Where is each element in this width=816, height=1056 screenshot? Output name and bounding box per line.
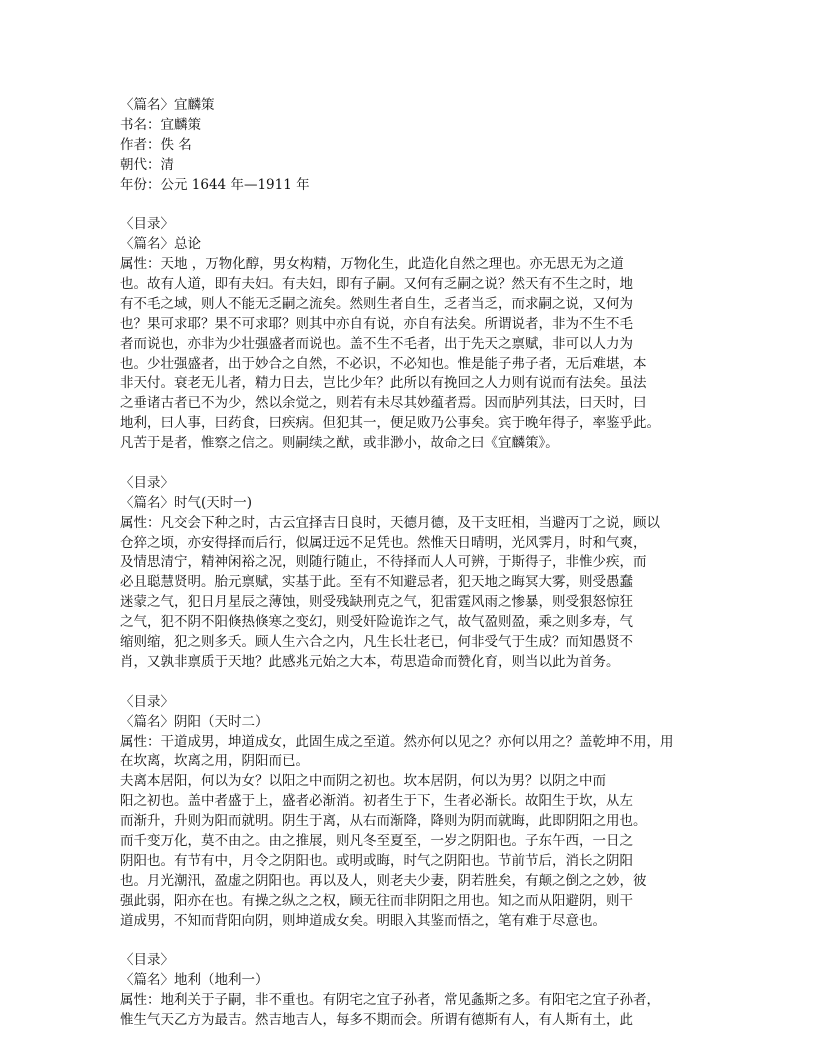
section-land-benefit bbox=[120, 951, 700, 1031]
body-line: 缩则缩，犯之则多夭。顾人生六合之内，凡生长壮老已，何非受气于生成？而知愚贤不 bbox=[120, 634, 633, 651]
header-dynasty: 朝代：清 bbox=[120, 156, 174, 173]
body-line: 迷蒙之气，犯日月星辰之薄蚀，则受残缺刑克之气，犯雷霆风雨之惨暴，则受狠怒惊狂 bbox=[120, 594, 633, 611]
header-title-line: 〈篇名〉宜麟策 bbox=[120, 97, 215, 113]
body-line: 属性：天地 ，万物化醇，男女构精，万物化生，此造化自然之理也。亦无思无为之道 bbox=[120, 256, 624, 273]
section-gap bbox=[120, 454, 700, 474]
body-line: 强此弱，阳亦在也。有操之纵之之权，顾无往而非阴阳之用也。知之而从阳避阴，则干 bbox=[120, 892, 633, 909]
body-line: 属性：干道成男，坤道成女，此固生成之至道。然亦何以见之？亦何以用之？盖乾坤不用，用 bbox=[120, 733, 674, 750]
header-author: 作者：佚 名 bbox=[120, 136, 192, 153]
body-line: 属性：地利关于子嗣，非不重也。有阴宅之宜子孙者，常见螽斯之多。有阳宅之宜子孙者， bbox=[120, 992, 660, 1009]
body-line: 仓猝之顷，亦安得择而后行，似属迂远不足凭也。然惟天日晴明，光风霁月，时和气爽， bbox=[120, 534, 647, 551]
body-line: 夫离本居阳，何以为女？以阳之中而阴之初也。坎本居阴，何以为男？以阴之中而 bbox=[120, 773, 606, 790]
toc-label: 〈目录〉 bbox=[120, 474, 174, 491]
section-title: 〈篇名〉总论 bbox=[120, 236, 201, 253]
body-line: 也？果可求耶？果不可求耶？则其中亦自有说，亦自有法矣。所谓说者，非为不生不毛 bbox=[120, 315, 633, 332]
body-line: 也。少壮强盛者，出于妙合之自然，不必识，不必知也。惟是能子弗子者，无后难堪，本 bbox=[120, 355, 647, 372]
section-yin-yang bbox=[120, 693, 700, 932]
section-title: 〈篇名〉阴阳（天时二） bbox=[120, 713, 269, 730]
toc-label: 〈目录〉 bbox=[120, 693, 174, 710]
body-line: 惟生气天乙方为最吉。然吉地吉人，每多不期而会。所谓有德斯有人，有人斯有土，此 bbox=[120, 1011, 633, 1028]
section-gap bbox=[120, 673, 700, 693]
body-line: 属性：凡交会下种之时，古云宜择吉日良时，天德月德，及干支旺相，当避丙丁之说，顾以 bbox=[120, 514, 660, 531]
body-line: 非天付。衰老无儿者，精力日去，岂比少年？此所以有挽回之人力则有说而有法矣。虽法 bbox=[120, 375, 647, 392]
body-line: 凡苦于是者，惟察之信之。则嗣续之猷，或非渺小，故命之曰《宜麟策》。 bbox=[120, 435, 559, 452]
section-title: 〈篇名〉时气(天时一) bbox=[120, 494, 253, 511]
body-line: 之垂诸古者已不为少，然以余觉之，则若有未尽其妙蕴者焉。因而胪列其法，曰天时，曰 bbox=[120, 395, 647, 412]
section-gap bbox=[120, 931, 700, 951]
body-line: 阳之初也。盖中者盛于上，盛者必渐消。初者生于下，生者必渐长。故阳生于坎，从左 bbox=[120, 793, 633, 810]
body-line: 地利，曰人事，曰药食，曰疾病。但犯其一，便足败乃公事矣。宾于晚年得子，率鉴乎此。 bbox=[120, 415, 660, 432]
body-line: 阴阳也。有节有中，月令之阴阳也。或明或晦，时气之阴阳也。节前节后，消长之阴阳 bbox=[120, 852, 633, 869]
body-line: 道成男，不知而背阳向阴，则坤道成女矣。明眼入其鉴而悟之，笔有难于尽意也。 bbox=[120, 912, 606, 929]
section-title: 〈篇名〉地利（地利一） bbox=[120, 972, 269, 989]
header-year: 年份：公元 1644 年—1911 年 bbox=[120, 176, 310, 193]
body-line: 在坎离，坎离之用，阴阳而已。 bbox=[120, 753, 309, 770]
body-line: 必且聪慧贤明。胎元禀赋，实基于此。至有不知避忌者，犯天地之晦冥大雾，则受愚蠢 bbox=[120, 574, 633, 591]
body-line: 而千变万化，莫不由之。由之推展，则凡冬至夏至，一岁之阴阳也。子东午西，一日之 bbox=[120, 832, 633, 849]
document-page bbox=[120, 96, 700, 1031]
body-line: 肖，又孰非禀质于天地？此感兆元始之大本，苟思造命而赞化育，则当以此为首务。 bbox=[120, 653, 620, 670]
section-gap bbox=[120, 195, 700, 215]
section-season-qi bbox=[120, 474, 700, 673]
body-line: 而渐升，升则为阳而就明。阴生于离，从右而渐降，降则为阴而就晦，此即阴阳之用也。 bbox=[120, 813, 647, 830]
header-book-name: 书名：宜麟策 bbox=[120, 116, 201, 133]
body-line: 及情思清宁，精神闲裕之况，则随行随止，不待择而人人可辨，于斯得子，非惟少疾，而 bbox=[120, 554, 647, 571]
section-general-discussion bbox=[120, 215, 700, 454]
body-line: 也。月光潮汛，盈虚之阴阳也。再以及人，则老夫少妻，阴若胜矣，有颠之倒之之妙，彼 bbox=[120, 872, 647, 889]
toc-label: 〈目录〉 bbox=[120, 216, 174, 233]
document-header bbox=[120, 96, 700, 195]
body-line: 之气，犯不阴不阳倏热倏寒之变幻，则受奸险诡诈之气，故气盈则盈，乘之则多寿，气 bbox=[120, 614, 633, 631]
body-line: 有不毛之域，则人不能无乏嗣之流矣。然则生者自生，乏者当乏，而求嗣之说，又何为 bbox=[120, 295, 633, 312]
toc-label: 〈目录〉 bbox=[120, 952, 174, 969]
body-line: 也。故有人道，即有夫妇。有夫妇，即有子嗣。又何有乏嗣之说？然天有不生之时，地 bbox=[120, 276, 633, 293]
body-line: 者而说也，亦非为少壮强盛者而说也。盖不生不毛者，出于先天之禀赋，非可以人力为 bbox=[120, 335, 633, 352]
